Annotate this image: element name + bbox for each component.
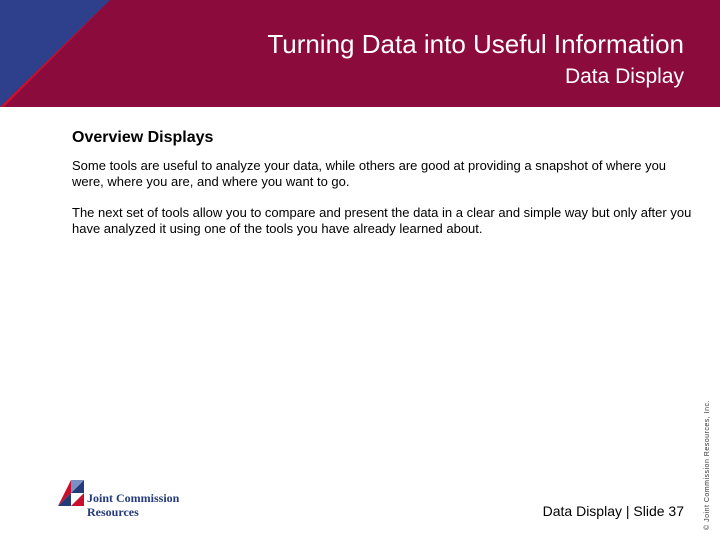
paragraph-2: The next set of tools allow you to compare and present the data in a clear and simple way but only after you have analyzed it using one of the tools you have already learned about. [72, 205, 692, 236]
jcr-logo [58, 480, 198, 518]
copyright-notice: © Joint Commission Resources, Inc. [704, 400, 711, 530]
jcr-logo-mark-icon [58, 480, 84, 506]
logo-text-line1: Joint Commission [87, 491, 180, 505]
logo-text-line2: Resources [87, 505, 139, 519]
slide-title: Turning Data into Useful Information [267, 29, 684, 59]
paragraph-1: Some tools are useful to analyze your data, while others are good at providing a snapshot of where you were, where you are, and where you want to go. [72, 158, 667, 189]
slide-subtitle: Data Display [564, 65, 684, 88]
slide-content [72, 128, 692, 252]
slide-header [0, 0, 720, 107]
header-corner-decoration [0, 0, 110, 107]
section-heading: Overview Displays [72, 129, 214, 146]
slide-number-label: Data Display | Slide 37 [542, 503, 684, 519]
